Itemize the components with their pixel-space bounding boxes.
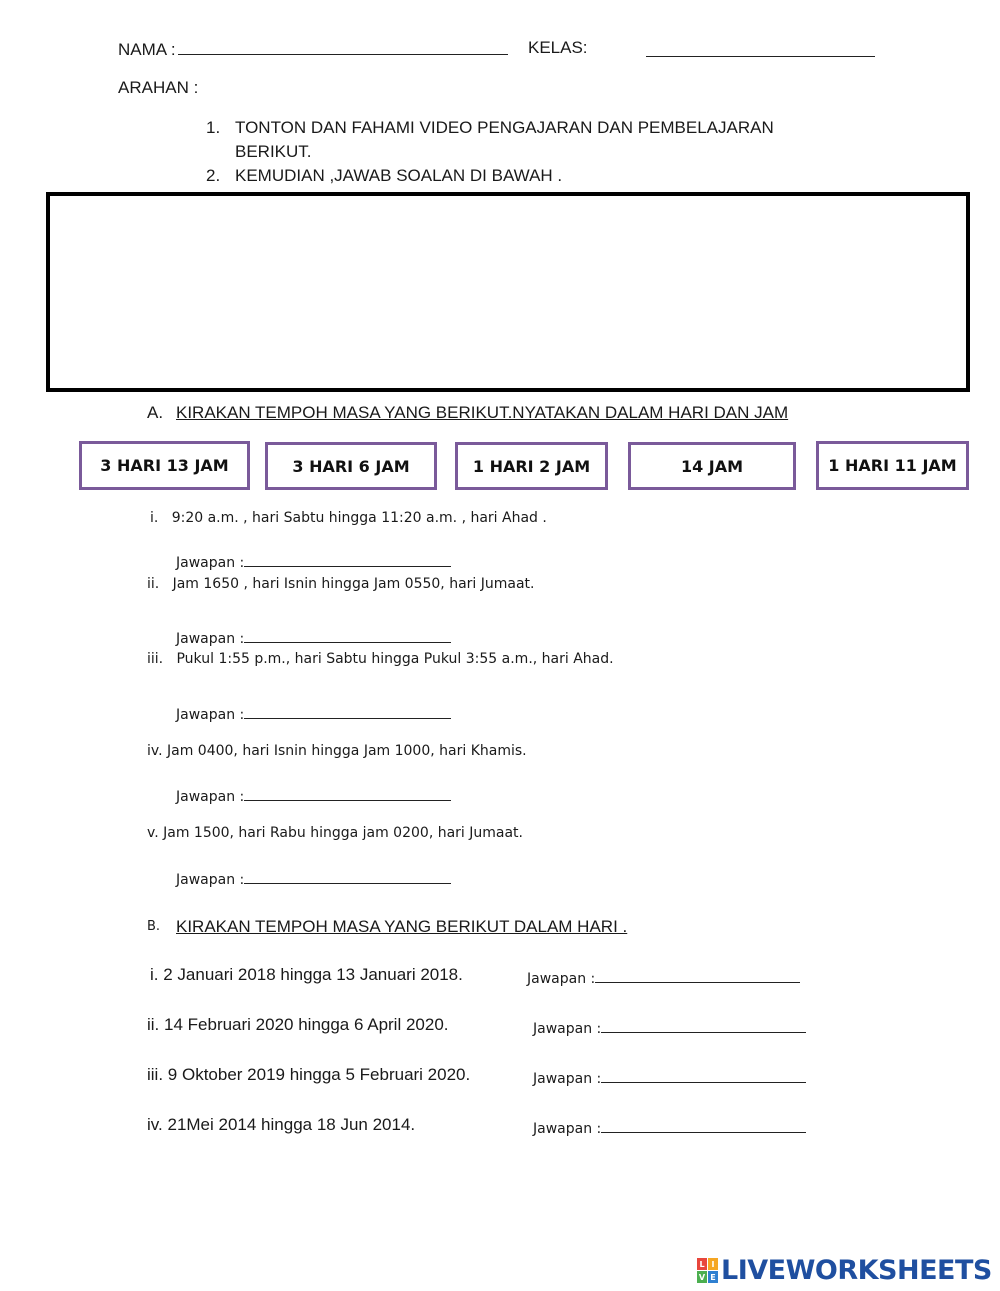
liveworksheets-logo-icon [697,1258,718,1283]
nama-label: NAMA : [118,38,508,60]
a-answer-1: Jawapan : [176,550,451,571]
b-answer-1: Jawapan : [527,966,800,987]
a-answer-4-field[interactable] [244,784,451,801]
b-question-1: i. 2 Januari 2018 hingga 13 Januari 2018. [150,965,463,984]
choice-card-1[interactable]: 3 HARI 13 JAM [79,441,250,490]
nama-answer-line[interactable] [178,38,508,55]
choice-card-3[interactable]: 1 HARI 2 JAM [455,442,608,490]
logo-icon-letter: E [708,1271,718,1283]
b-answer-3-field[interactable] [601,1066,806,1083]
a-question-3: iii. Pukul 1:55 p.m., hari Sabtu hingga Pukul 3:55 a.m., hari Ahad. [147,651,614,667]
section-a-letter: A. [147,403,164,422]
instruction-1-text-cont: BERIKUT. [235,142,312,161]
choice-card-4[interactable]: 14 JAM [628,442,796,490]
a-question-2: ii. Jam 1650 , hari Isnin hingga Jam 0550, hari Jumaat. [147,576,535,592]
a-question-1: i. 9:20 a.m. , hari Sabtu hingga 11:20 a.m. , hari Ahad . [150,510,547,526]
choice-card-2[interactable]: 3 HARI 6 JAM [265,442,437,490]
a-answer-3: Jawapan : [176,702,451,723]
a-answer-5-field[interactable] [244,867,451,884]
section-a-title: KIRAKAN TEMPOH MASA YANG BERIKUT.NYATAKAN DALAM HARI DAN JAM [176,403,789,422]
a-answer-2: Jawapan : [176,626,451,647]
section-b-letter: B. [147,919,161,934]
kelas-label: KELAS: [528,38,588,57]
b-answer-4-field[interactable] [601,1116,806,1133]
b-question-4: iv. 21Mei 2014 hingga 18 Jun 2014. [147,1115,416,1134]
b-answer-2-field[interactable] [601,1016,806,1033]
choice-card-5[interactable]: 1 HARI 11 JAM [816,441,969,490]
video-frame[interactable] [46,192,970,392]
a-answer-4: Jawapan : [176,784,451,805]
a-answer-2-field[interactable] [244,626,451,643]
b-question-3: iii. 9 Oktober 2019 hingga 5 Februari 2020. [147,1065,471,1084]
b-answer-2: Jawapan : [533,1016,806,1037]
instruction-1-number: 1. [206,118,221,137]
arahan-label: ARAHAN : [118,78,199,97]
kelas-answer-line[interactable] [646,40,875,57]
a-question-4: iv. Jam 0400, hari Isnin hingga Jam 1000, hari Khamis. [147,743,527,759]
a-answer-1-field[interactable] [244,550,451,567]
logo-icon-letter: I [708,1258,718,1270]
a-answer-5: Jawapan : [176,867,451,888]
b-answer-1-field[interactable] [595,966,800,983]
b-answer-4: Jawapan : [533,1116,806,1137]
instruction-2-text: KEMUDIAN ,JAWAB SOALAN DI BAWAH . [235,166,563,185]
a-answer-3-field[interactable] [244,702,451,719]
a-question-5: v. Jam 1500, hari Rabu hingga jam 0200, hari Jumaat. [147,825,524,841]
section-b-title: KIRAKAN TEMPOH MASA YANG BERIKUT DALAM HARI . [176,917,628,936]
liveworksheets-logo [697,1255,992,1286]
logo-icon-letter: V [698,1272,706,1282]
b-question-2: ii. 14 Februari 2020 hingga 6 April 2020. [147,1015,449,1034]
logo-icon-letter: L [697,1258,707,1270]
instruction-1-text: TONTON DAN FAHAMI VIDEO PENGAJARAN DAN PEMBELAJARAN [235,118,774,137]
liveworksheets-logo-text: LIVEWORKSHEETS [721,1255,992,1286]
instruction-2-number: 2. [206,166,221,185]
b-answer-3: Jawapan : [533,1066,806,1087]
